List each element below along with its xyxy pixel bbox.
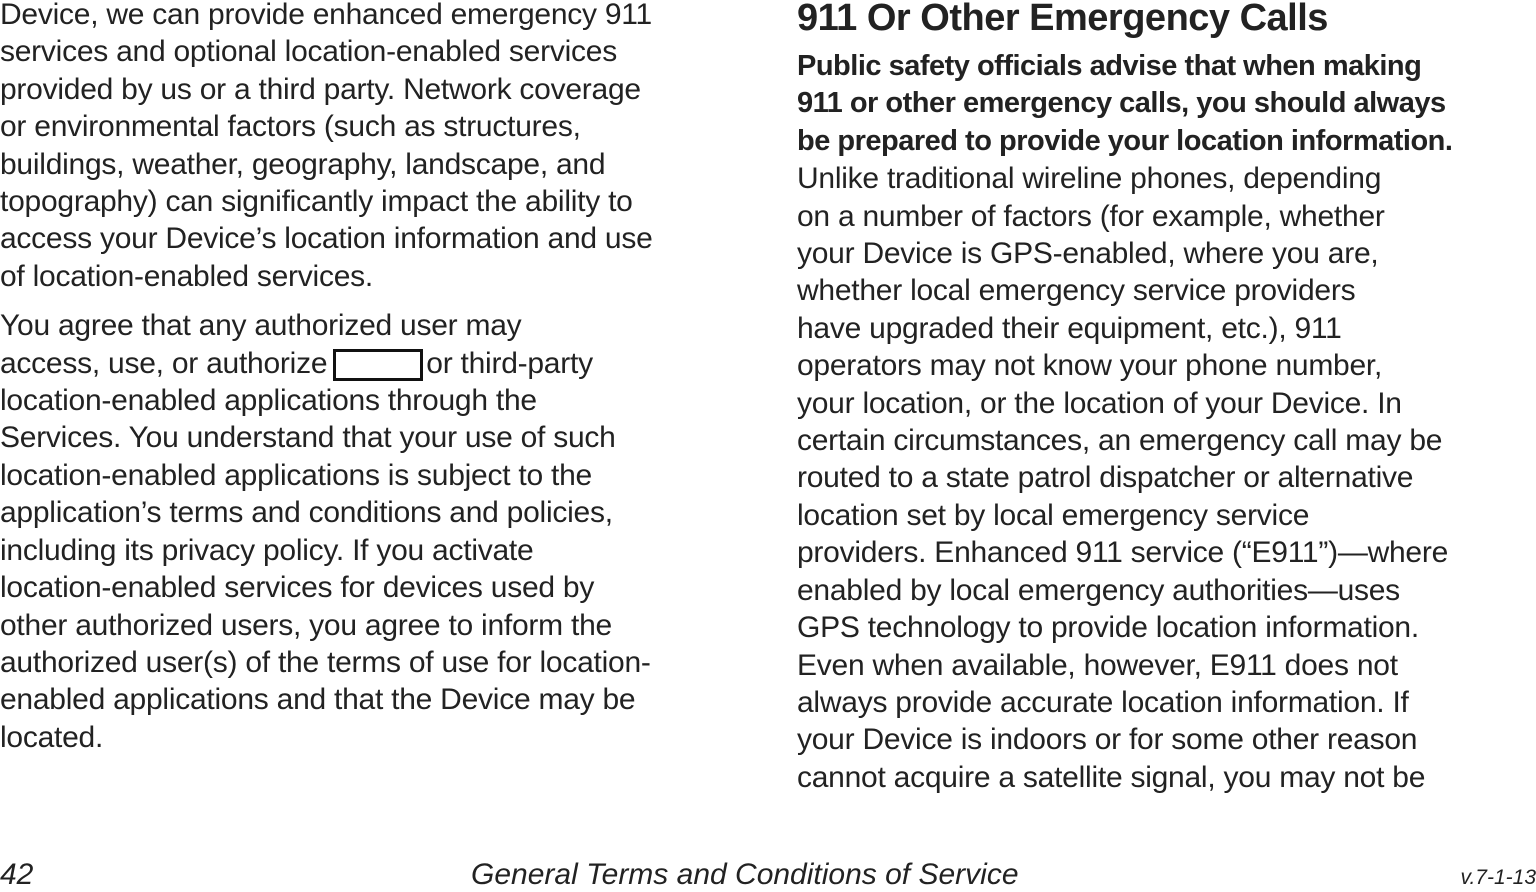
text-line: Unlike traditional wireline phones, depending (797, 162, 1382, 196)
authorized-user-paragraph (0, 307, 745, 756)
page-number: 42 (0, 858, 34, 891)
text-line: services and optional location-enabled services (0, 35, 617, 69)
text-line: provided by us or a third party. Network coverage (0, 72, 641, 106)
text-line: GPS technology to provide location information. (797, 611, 1419, 645)
text-line: your Device is GPS-enabled, where you are, (797, 237, 1379, 271)
text-line: located. (0, 720, 104, 754)
redacted-blank-box (333, 349, 423, 381)
text-line: or environmental factors (such as structures, (0, 110, 581, 144)
text-line: location-enabled applications is subject to the (0, 458, 592, 492)
text-line: location-enabled applications through the (0, 384, 537, 418)
left-column (0, 0, 745, 756)
text-line: other authorized users, you agree to inform the (0, 608, 612, 642)
emergency-calls-paragraph (797, 48, 1536, 796)
text-line: have upgraded their equipment, etc.), 911 (797, 311, 1342, 345)
text-line: You agree that any authorized user may (0, 309, 522, 343)
right-column (797, 0, 1536, 796)
text-line: access your Device’s location information and use (0, 222, 653, 256)
text-line: location-enabled services for devices used by (0, 571, 595, 605)
text-line: of location-enabled services. (0, 259, 373, 293)
text-line: buildings, weather, geography, landscape, and (0, 147, 606, 181)
text-line: your Device is indoors or for some other reason (797, 723, 1418, 757)
text-line: certain circumstances, an emergency call may be (797, 424, 1443, 458)
text-line: Services. You understand that your use of such (0, 421, 616, 455)
text-line: on a number of factors (for example, whether (797, 199, 1385, 233)
text-line: routed to a state patrol dispatcher or alternative (797, 461, 1414, 495)
bold-text-line: Public safety officials advise that when making (797, 50, 1422, 82)
bold-text-line: be prepared to provide your location information. (797, 124, 1453, 157)
location-services-paragraph (0, 0, 745, 295)
text-line: cannot acquire a satellite signal, you may not be (797, 760, 1426, 794)
text-line: topography) can significantly impact the ability to (0, 185, 633, 219)
text-line: providers. Enhanced 911 service (“E911”)—where (797, 536, 1449, 570)
text-line-with-blank (0, 345, 745, 382)
text-line: enabled applications and that the Device may be (0, 683, 636, 717)
document-title: General Terms and Conditions of Service (471, 858, 1019, 891)
text-line: including its privacy policy. If you activate (0, 533, 534, 567)
text-line: whether local emergency service providers (797, 274, 1356, 308)
bold-text-line: 911 or other emergency calls, you should always (797, 87, 1446, 120)
version-label: v.7-1-13 (1460, 866, 1536, 889)
text-line: application’s terms and conditions and policies, (0, 496, 613, 530)
text-line: enabled by local emergency authorities—uses (797, 573, 1400, 607)
text-line: your location, or the location of your Device. In (797, 386, 1402, 420)
text-line: operators may not know your phone number, (797, 349, 1383, 383)
text-line: authorized user(s) of the terms of use for location- (0, 645, 651, 679)
text-line: location set by local emergency service (797, 498, 1310, 532)
text-fragment: access, use, or authorize (0, 346, 328, 380)
text-line: Device, we can provide enhanced emergency 911 (0, 0, 652, 31)
text-line: always provide accurate location information. If (797, 685, 1409, 719)
section-heading: 911 Or Other Emergency Calls (797, 0, 1328, 39)
text-fragment: or third-party (426, 346, 593, 380)
page-footer (0, 858, 1536, 892)
text-line: Even when available, however, E911 does not (797, 648, 1398, 682)
